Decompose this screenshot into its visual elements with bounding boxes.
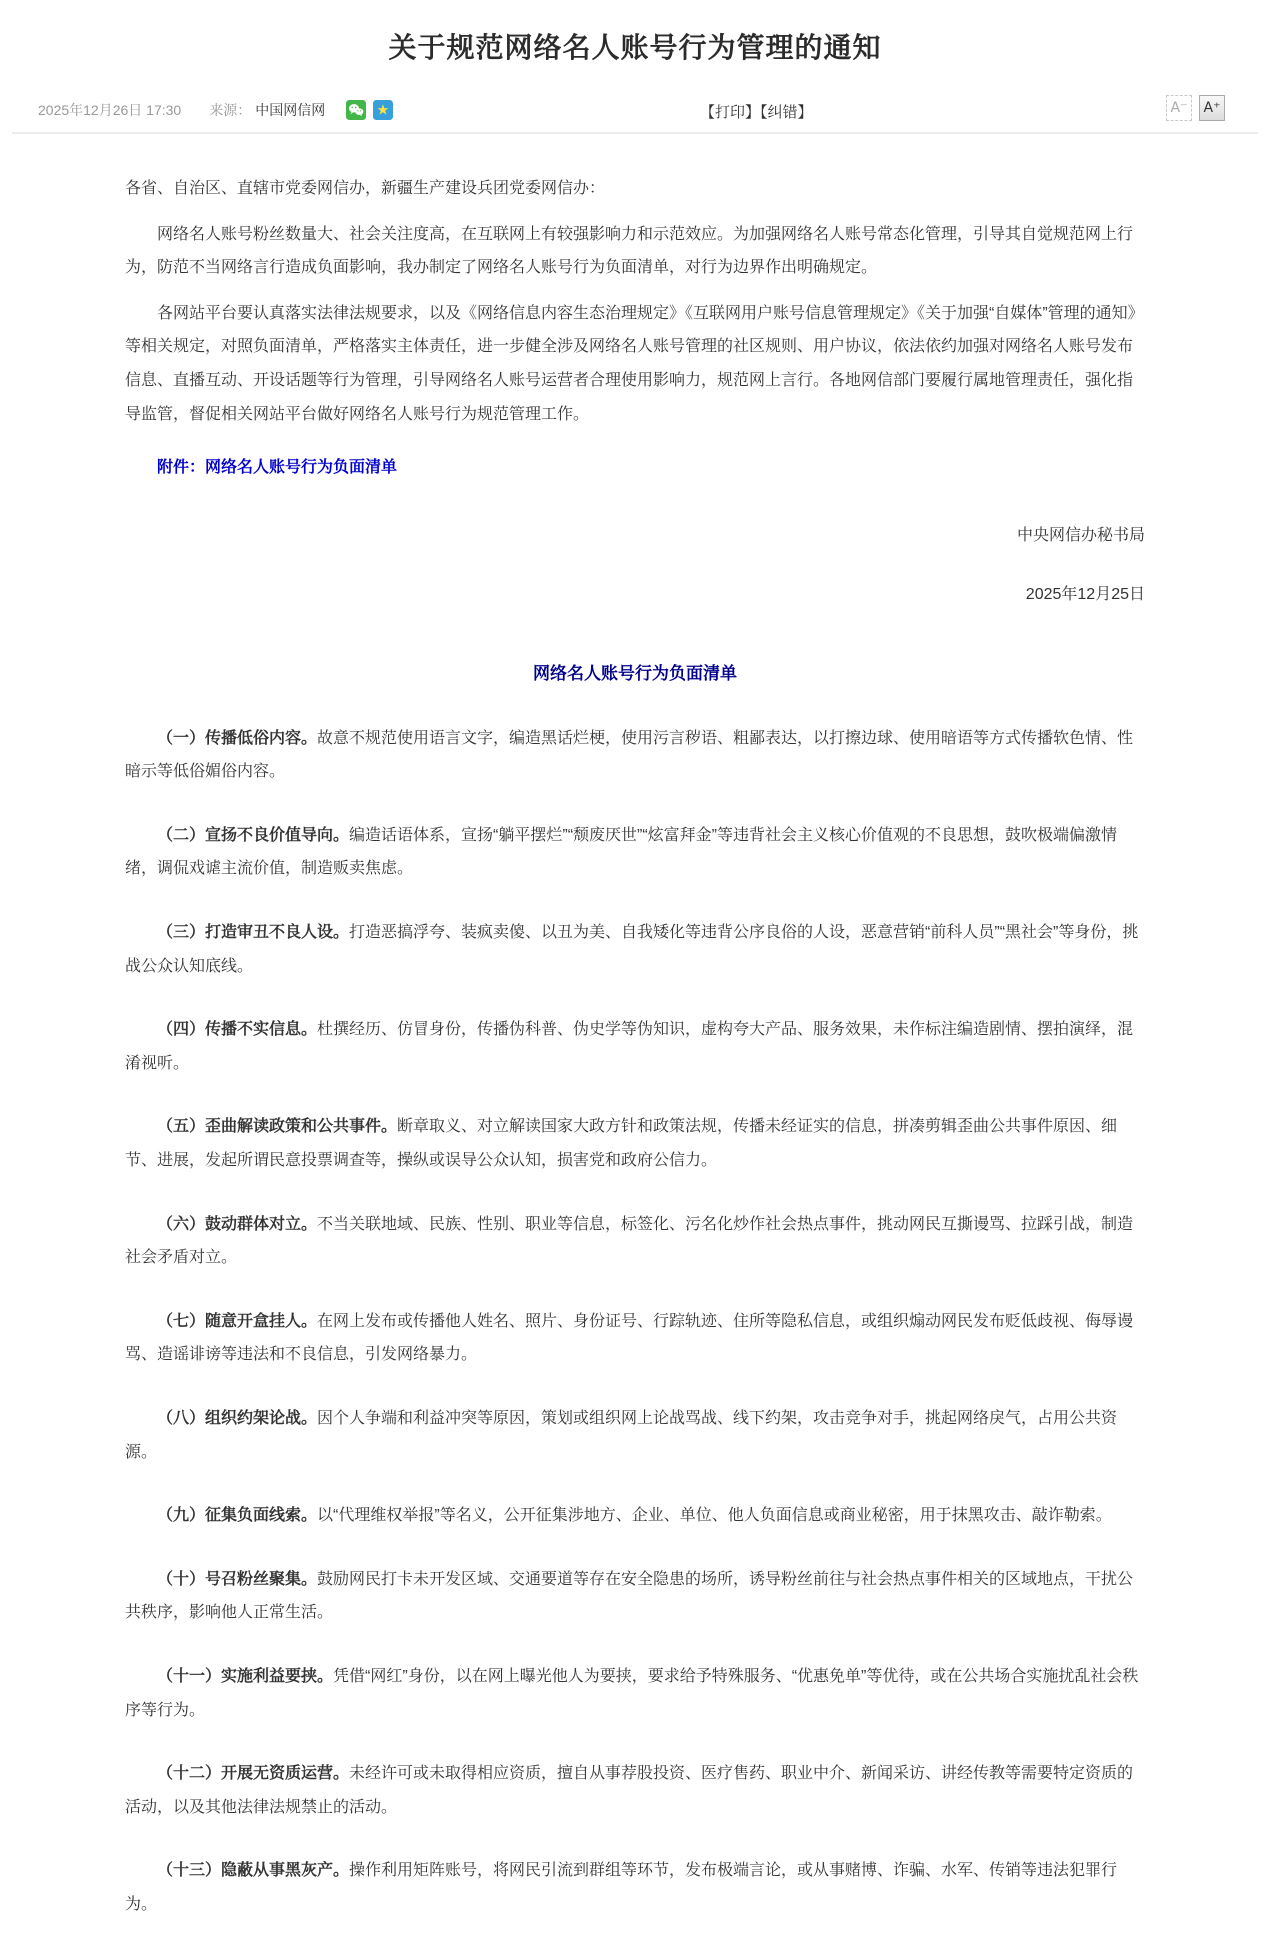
item-body: 操作利用矩阵账号，将网民引流到群组等环节，发布极端言论，或从事赌博、诈骗、水军、传销等违法犯罪行为。 — [125, 1862, 1118, 1913]
item-number: （十一） — [157, 1667, 222, 1685]
item-body: 以“代理维权举报”等名义，公开征集涉地方、企业、单位、他人负面信息或商业秘密，用于抹黑攻击、敲诈勒索。 — [317, 1507, 1112, 1525]
list-item — [125, 1757, 1145, 1824]
item-title: 传播低俗内容。 — [205, 729, 318, 747]
item-number: （十三） — [157, 1862, 222, 1880]
list-item — [125, 1305, 1145, 1372]
salutation: 各省、自治区、直辖市党委网信办，新疆生产建设兵团党委网信办： — [125, 180, 606, 197]
item-number: （一） — [157, 729, 206, 747]
item-title: 传播不实信息。 — [205, 1021, 318, 1039]
paragraph: 各网站平台要认真落实法律法规要求，以及《网络信息内容生态治理规定》《互联网用户账号信息管理规定》《关于加强“自媒体”管理的通知》等相关规定，对照负面清单，严格落实主体责任，进一步健全涉及网络名人账号管理的社区规则、用户协议，依法依约加强对网络名人账号发布信息、直播互动、开设话题等行为管理，引导网络名人账号运营者合理使用影响力，规范网上言行。各地网信部门要履行属地管理责任，强化指导监管，督促相关网站平台做好网络名人账号行为规范管理工作。 — [125, 304, 1144, 423]
list-item — [125, 722, 1145, 789]
item-title: 歪曲解读政策和公共事件。 — [205, 1118, 398, 1136]
share-icons — [339, 100, 393, 120]
wechat-share-icon[interactable] — [346, 100, 366, 120]
item-body: 不当关联地域、民族、性别、职业等信息，标签化、污名化炒作社会热点事件，挑动网民互撕谩骂、拉踩引战，制造社会矛盾对立。 — [125, 1215, 1134, 1267]
item-body: 打造恶搞浮夸、装疯卖傻、以丑为美、自我矮化等违背公序良俗的人设，恶意营销“前科人员”“黑社会”等身份，挑战公众认知底线。 — [125, 924, 1139, 975]
font-decrease-button[interactable]: A⁻ — [1166, 95, 1192, 121]
item-title: 征集负面线索。 — [205, 1507, 318, 1525]
item-number: （十二） — [157, 1765, 222, 1783]
meta-left — [38, 100, 393, 120]
list-item — [125, 1854, 1145, 1921]
list-item — [125, 916, 1145, 983]
meta-actions — [700, 101, 813, 122]
item-body: 鼓励网民打卡未开发区域、交通要道等存在安全隐患的场所，诱导粉丝前往与社会热点事件相关的区域地点，干扰公共秩序，影响他人正常生活。 — [125, 1570, 1134, 1622]
print-button[interactable]: 【打印】 — [700, 104, 761, 121]
negative-list-title: 网络名人账号行为负面清单 — [533, 663, 737, 683]
font-increase-button[interactable]: A⁺ — [1199, 95, 1225, 121]
item-number: （五） — [157, 1118, 206, 1136]
item-number: （六） — [157, 1215, 206, 1233]
page-title: 关于规范网络名人账号行为管理的通知 — [388, 32, 882, 63]
list-item — [125, 1208, 1145, 1275]
signer: 中央网信办秘书局 — [1016, 526, 1145, 544]
correction-button[interactable]: 【纠错】 — [760, 104, 813, 121]
meta-bar — [12, 100, 1258, 134]
item-title: 隐蔽从事黑灰产。 — [221, 1862, 350, 1880]
item-title: 号召粉丝聚集。 — [205, 1570, 318, 1588]
item-title: 组织约架论战。 — [205, 1409, 318, 1427]
qzone-share-icon[interactable] — [373, 100, 393, 120]
item-body: 凭借“网红”身份，以在网上曝光他人为要挟，要求给予特殊服务、“优惠免单”等优待，或在公共场合实施扰乱社会秩序等行为。 — [125, 1667, 1139, 1719]
item-body: 杜撰经历、仿冒身份，传播伪科普、伪史学等伪知识，虚构夸大产品、服务效果，未作标注编造剧情、摆拍演绎，混淆视听。 — [125, 1021, 1134, 1072]
item-body: 未经许可或未取得相应资质，擅自从事荐股投资、医疗售药、职业中介、新闻采访、讲经传教等需要特定资质的活动，以及其他法律法规禁止的活动。 — [125, 1765, 1134, 1816]
item-body: 故意不规范使用语言文字，编造黑话烂梗，使用污言秽语、粗鄙表达，以打擦边球、使用暗语等方式传播软色情、性暗示等低俗媚俗内容。 — [125, 729, 1134, 781]
item-title: 打造审丑不良人设。 — [205, 924, 350, 941]
item-number: （十） — [157, 1570, 206, 1588]
item-title: 宣扬不良价值导向。 — [205, 826, 350, 844]
item-number: （七） — [157, 1312, 206, 1330]
item-body: 编造话语体系，宣扬“躺平摆烂”“颓废厌世”“炫富拜金”等违背社会主义核心价值观的不良思想，鼓吹极端偏激情绪，调侃戏谑主流价值，制造贩卖焦虑。 — [125, 826, 1118, 878]
item-number: （九） — [157, 1507, 206, 1525]
list-item — [125, 819, 1145, 886]
item-title: 实施利益要挟。 — [221, 1667, 334, 1685]
source-name: 中国网信网 — [255, 102, 326, 118]
item-number: （二） — [157, 826, 206, 844]
item-body: 断章取义、对立解读国家大政方针和政策法规，传播未经证实的信息，拼凑剪辑歪曲公共事件原因、细节、进展，发起所谓民意投票调查等，操纵或误导公众认知，损害党和政府公信力。 — [125, 1118, 1118, 1169]
list-item — [125, 1110, 1145, 1177]
paragraph: 网络名人账号粉丝数量大、社会关注度高，在互联网上有较强影响力和示范效应。为加强网络名人账号常态化管理，引导其自觉规范网上行为，防范不当网络言行造成负面影响，我办制定了网络名人账号行为负面清单，对行为边界作出明确规定。 — [125, 225, 1134, 277]
source-label: 来源： — [209, 102, 252, 118]
article-body — [125, 134, 1145, 1921]
item-title: 随意开盒挂人。 — [205, 1312, 318, 1330]
list-item — [125, 1563, 1145, 1630]
list-item — [125, 1499, 1145, 1533]
item-number: （三） — [157, 924, 206, 941]
item-number: （八） — [157, 1409, 206, 1427]
font-size-controls — [1166, 95, 1225, 121]
item-body: 因个人争端和利益冲突等原因，策划或组织网上论战骂战、线下约架，攻击竞争对手，挑起网络戾气，占用公共资源。 — [125, 1409, 1118, 1461]
list-item — [125, 1013, 1145, 1080]
sign-date: 2025年12月25日 — [1025, 586, 1145, 604]
item-title: 开展无资质运营。 — [221, 1765, 350, 1783]
item-body: 在网上发布或传播他人姓名、照片、身份证号、行踪轨迹、住所等隐私信息，或组织煽动网民发布贬低歧视、侮辱谩骂、造谣诽谤等违法和不良信息，引发网络暴力。 — [125, 1312, 1134, 1364]
attachment-line — [125, 451, 1145, 485]
list-item — [125, 1660, 1145, 1727]
attachment-link[interactable]: 附件：网络名人账号行为负面清单 — [157, 459, 398, 477]
item-number: （四） — [157, 1021, 206, 1039]
svg-text:★: ★ — [376, 102, 390, 119]
item-title: 鼓动群体对立。 — [205, 1215, 318, 1233]
list-item — [125, 1402, 1145, 1469]
publish-date: 2025年12月26日 17:30 — [38, 102, 182, 118]
